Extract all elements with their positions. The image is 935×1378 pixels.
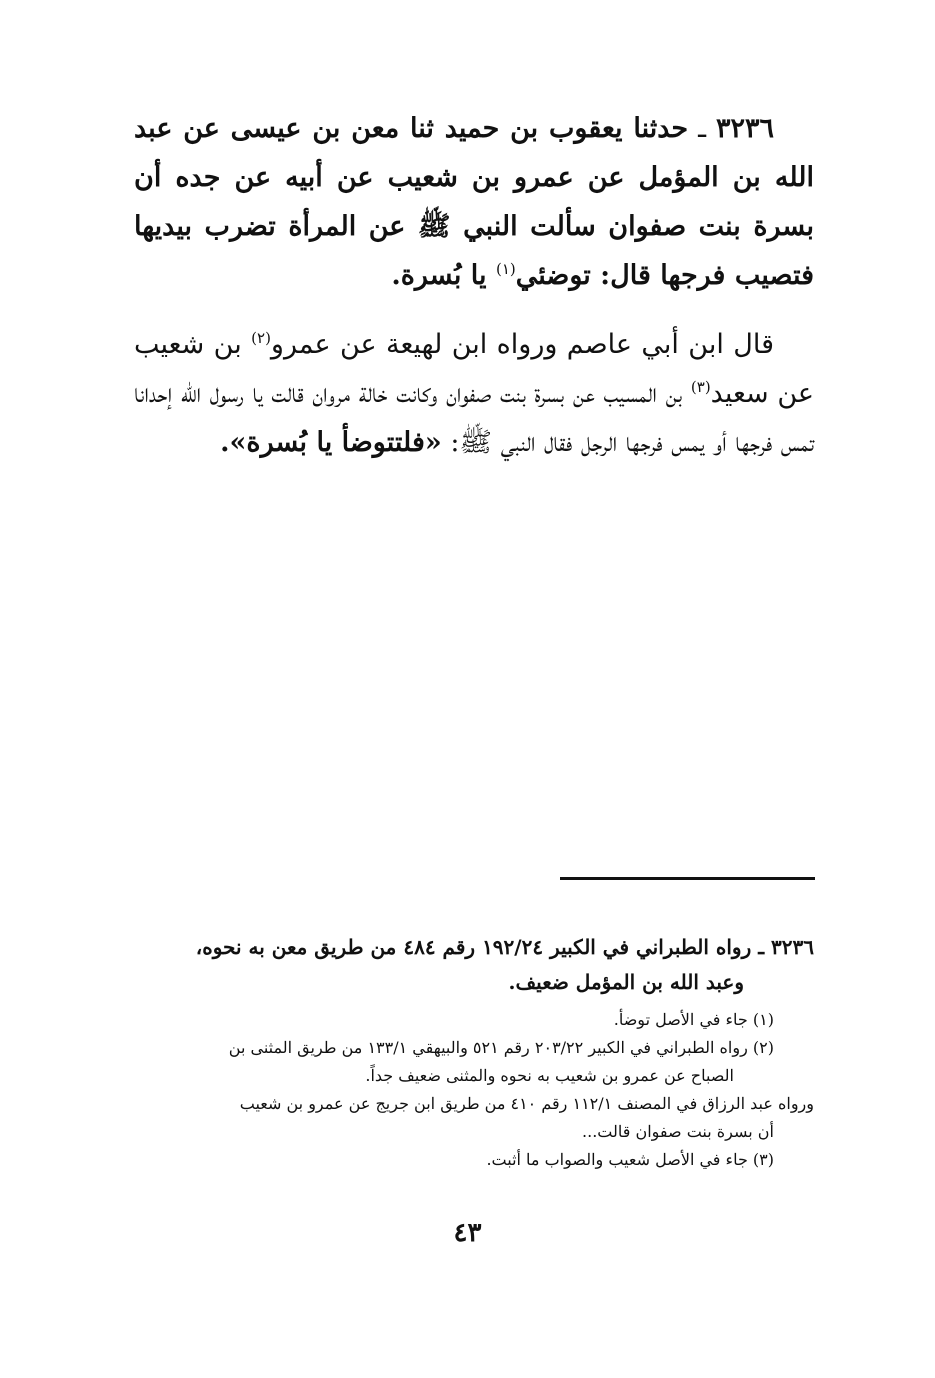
footnote-2b (134, 1090, 814, 1146)
main-text (134, 104, 814, 467)
footnote-separator (560, 877, 815, 880)
footnote-list (134, 1006, 814, 1174)
commentary-text-3: بن المسيب عن بسرة بنت صفوان وكانت خالة مروان قالت يا رسول الله إحدانا تمس فرجها أو يمس فرجها الرجل فقال النبي ﷺ: (134, 378, 814, 458)
hadith-dash: ـ (688, 113, 716, 144)
hadith-number: ٣٢٣٦ (715, 113, 774, 144)
hadith-paragraph (134, 104, 814, 300)
footnote-main-line-1: ٣٢٣٦ ـ رواه الطبراني في الكبير ١٩٢/٢٤ رقم ٤٨٤ من طريق معن به نحوه، (195, 935, 814, 959)
commentary-paragraph (134, 320, 814, 467)
hadith-text-2: يا بُسرة. (391, 260, 496, 291)
footnote-2-line-2: الصباح عن عمرو بن شعيب به نحوه والمثنى ضعيف جداً. (365, 1066, 734, 1085)
hadith-quote: توضئي (515, 260, 591, 291)
page-number: ٤٣ (453, 1218, 482, 1248)
footnote-ref-1[interactable]: (١) (495, 260, 516, 278)
footnote-2b-line-2: أن بسرة بنت صفوان قالت... (582, 1122, 774, 1141)
footnotes (134, 930, 814, 1174)
footnote-3: (٣) جاء في الأصل شعيب والصواب ما أثبت. (486, 1150, 774, 1169)
footnote-ref-2[interactable]: (٢) (251, 329, 271, 347)
footnote-2-line-1: (٢) رواه الطبراني في الكبير ٢٠٣/٢٢ رقم ٥٢١ والبيهقي ١٣٣/١ من طريق المثنى بن (228, 1038, 774, 1057)
hadith-text-1: حدثنا يعقوب بن حميد ثنا معن بن عيسى عن عبد الله بن المؤمل عن عمرو بن شعيب عن أبيه عن جده أن بسرة بنت صفوان سألت النبي ﷺ عن المرأة تضرب بيديها فتصيب فرجها قال: (134, 113, 814, 291)
footnote-1: (١) جاء في الأصل توضأ. (613, 1010, 774, 1029)
commentary-text-2: بن شعيب عن سعيد (134, 329, 814, 409)
footnote-main (134, 930, 814, 1000)
footnote-main-line-2: وعبد الله بن المؤمل ضعيف. (508, 970, 744, 994)
footnote-ref-3[interactable]: (٣) (690, 378, 711, 396)
footnote-2b-line-1: ورواه عبد الرزاق في المصنف ١١٢/١ رقم ٤١٠ من طريق ابن جريج عن عمرو بن شعيب (239, 1094, 814, 1113)
commentary-quote: «فلتتوضأ يا بُسرة». (220, 427, 442, 458)
commentary-text-1: قال ابن أبي عاصم ورواه ابن لهيعة عن عمرو (270, 329, 774, 360)
footnote-2 (134, 1034, 814, 1090)
